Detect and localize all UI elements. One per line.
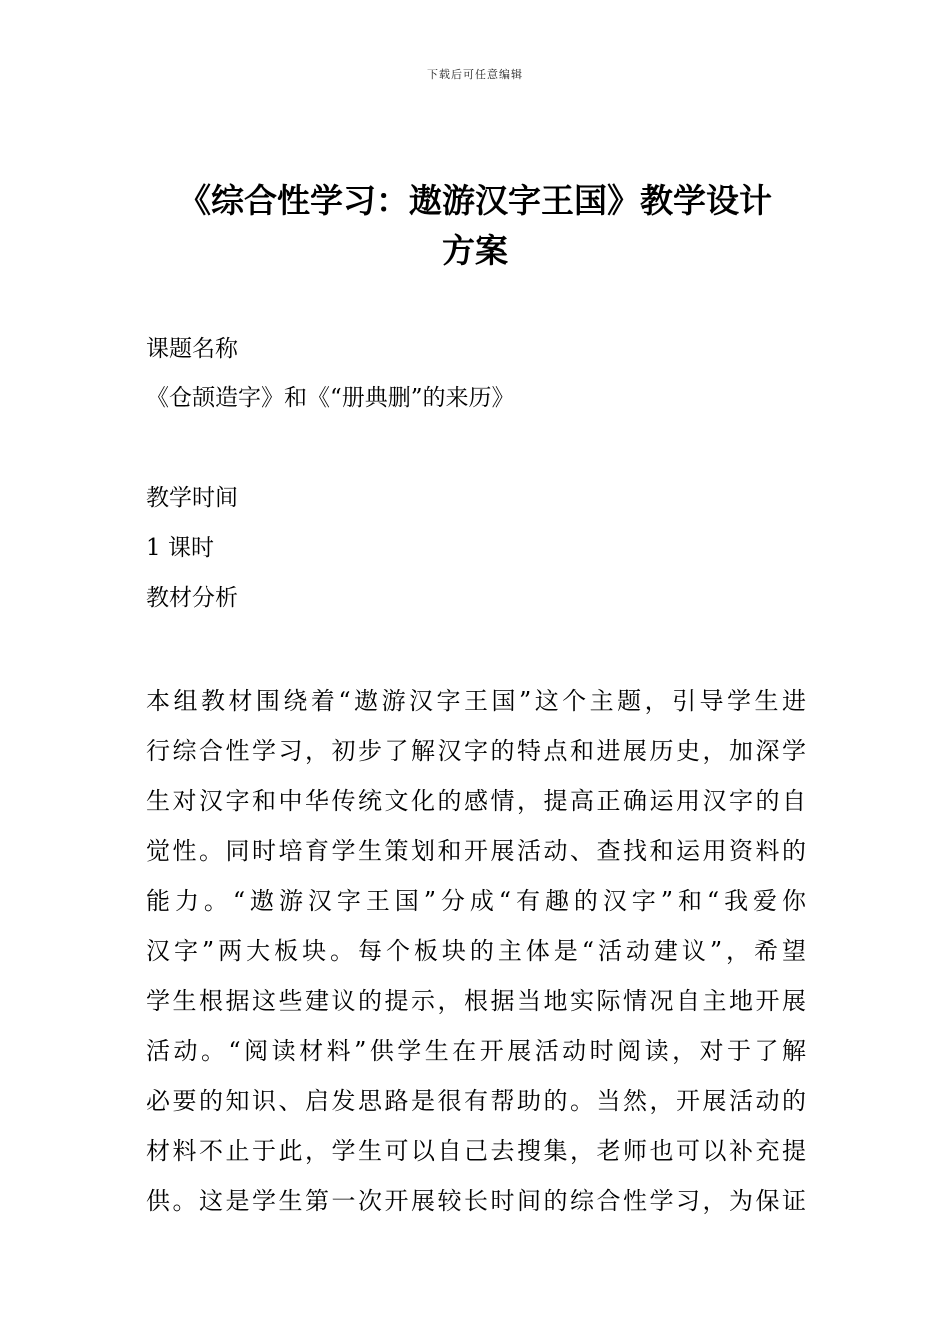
paragraph-line: 觉性。同时培育学生策划和开展活动、查找和运用资料的 [146,837,806,865]
title-line-2: 方案 [442,231,508,270]
paragraph-line: 活动。“阅读材料”供学生在开展活动时阅读，对于了解 [146,1037,806,1065]
document-title [80,176,870,276]
paragraph-line: 汉字”两大板块。每个板块的主体是“活动建议”，希望 [146,937,806,965]
analysis-label: 教材分析 [146,585,238,611]
paragraph-line: 学生根据这些建议的提示，根据当地实际情况自主地开展 [146,987,806,1015]
topic-value: 《仓颉造字》和《“册典删”的来历》 [146,385,515,411]
analysis-paragraph [146,676,806,1226]
paragraph-line: 必要的知识、启发思路是很有帮助的。当然，开展活动的 [146,1087,806,1115]
title-line-1: 《综合性学习：遨游汉字王国》教学设计 [178,181,772,220]
time-value: 1 课时 [146,535,214,561]
topic-label: 课题名称 [146,336,238,362]
time-label: 教学时间 [146,485,238,511]
paragraph-line: 本组教材围绕着“遨游汉字王国”这个主题，引导学生进 [146,687,806,715]
header-note: 下载后可任意编辑 [427,68,523,81]
paragraph-line: 生对汉字和中华传统文化的感情，提高正确运用汉字的自 [146,787,806,815]
paragraph-line: 行综合性学习，初步了解汉字的特点和进展历史，加深学 [146,737,806,765]
paragraph-line: 材料不止于此，学生可以自己去搜集，老师也可以补充提 [146,1137,806,1165]
paragraph-line: 能力。“遨游汉字王国”分成“有趣的汉字”和“我爱你 [146,887,806,915]
paragraph-line: 供。这是学生第一次开展较长时间的综合性学习，为保证 [146,1187,806,1215]
